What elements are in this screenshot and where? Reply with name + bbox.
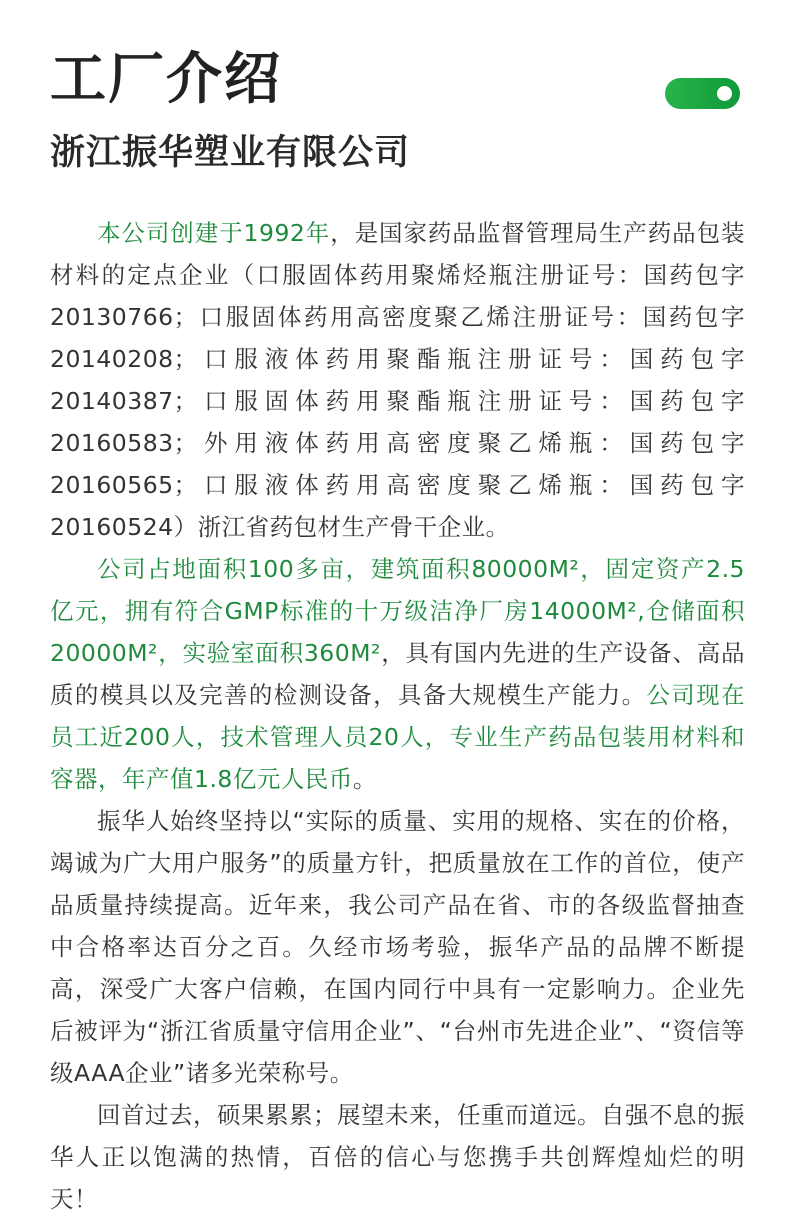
page-title: 工厂介绍 <box>50 47 282 112</box>
highlight-text: 公司现在员工近200人，技术管理人员20人，专业生产药品包装用材料和容器，年产值1.8亿元人民币 <box>50 681 746 793</box>
body-text: 。 <box>352 765 377 793</box>
toggle-knob <box>717 86 732 101</box>
highlight-text: 公司占地面积100多亩，建筑面积80000M²，固定资产2.5亿元，拥有符合GMP标准的十万级洁净厂房14000M²,仓储面积20000M²，实验室面积360M² <box>50 555 745 667</box>
paragraph-founding <box>50 212 745 548</box>
toggle-switch[interactable] <box>665 78 740 109</box>
body-text: ，是国家药品监督管理局生产药品包装材料的定点企业（口服固体药用聚烯烃瓶注册证号：国药包字20130766；口服固体药用高密度聚乙烯注册证号：国药包字20140208；口服液体药用聚酯瓶注册证号：国药包字20140387；口服固体药用聚酯瓶注册证号：国药包字20160583；外用液体药用高密度聚乙烯瓶：国药包字20160565；口服液体药用高密度聚乙烯瓶：国药包字20160524）浙江省药包材生产骨干企业。 <box>50 219 745 541</box>
highlight-text: 本公司创建于1992年 <box>97 219 331 247</box>
body-text: ，具有国内先进的生产设备、高品质的模具以及完善的检测设备，具备大规模生产能力。 <box>50 639 746 709</box>
body-text: 振华人始终坚持以“实际的质量、实用的规格、实在的价格，竭诚为广大用户服务”的质量方针，把质量放在工作的首位，使产品质量持续提高。近年来，我公司产品在省、市的各级监督抽查中合格率达百分之百。久经市场考验，振华产品的品牌不断提高，深受广大客户信赖，在国内同行中具有一定影响力。企业先后被评为“浙江省质量守信用企业”、“台州市先进企业”、“资信等级AAA企业”诸多光荣称号。 <box>50 807 745 1087</box>
body-text: 回首过去，硕果累累；展望未来，任重而道远。自强不息的振华人正以饱满的热情，百倍的信心与您携手共创辉煌灿烂的明天！ <box>50 1101 745 1213</box>
intro-content <box>50 212 745 1220</box>
paragraph-outlook <box>50 1094 745 1220</box>
paragraph-facilities <box>50 548 745 800</box>
paragraph-quality <box>50 800 745 1094</box>
company-name: 浙江振华塑业有限公司 <box>50 133 411 173</box>
